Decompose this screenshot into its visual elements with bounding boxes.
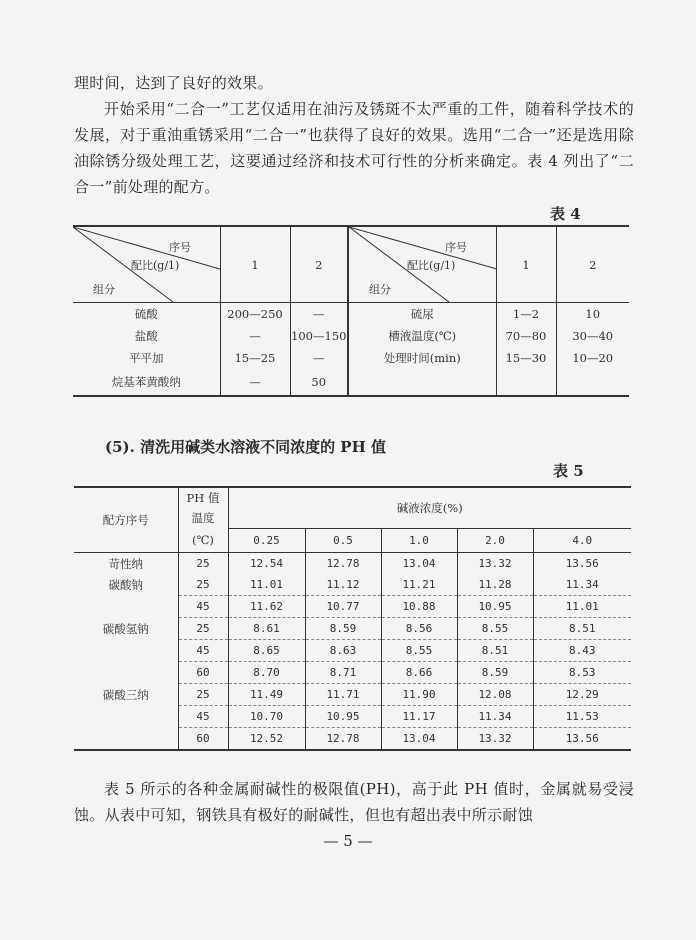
header-temperature: 温度 [178,508,228,528]
cell-value: 1—2 [496,303,556,326]
component-name: 硫尿 [348,303,496,326]
component-name [348,369,496,396]
cell-value: 10 [556,303,629,326]
component-name: 处理时间(min) [348,347,496,369]
table-row [74,684,631,706]
ph-value: 11.49 [228,684,305,706]
table-row [74,706,631,728]
ph-value: 11.34 [457,706,533,728]
table-row [74,596,631,618]
cell-value: 15—25 [220,347,290,369]
ph-value: 10.95 [305,706,381,728]
page-number: — 5 — [323,832,373,850]
recipe-name: 碳酸三纳 [102,687,149,702]
header-ratio-label: 配比(g/1) [131,259,180,272]
temperature: 45 [178,596,228,618]
cell-value [496,369,556,396]
table-5 [74,486,631,751]
recipe-name: 碳酸钠 [108,577,143,592]
header-ph: PH 值 [178,487,228,508]
recipe-name-empty [74,728,178,751]
table-row [74,574,631,596]
ph-value: 8.43 [533,640,631,662]
cell-value [556,369,629,396]
recipe-name-empty [74,640,178,662]
header-temperature-unit: (℃) [178,528,228,553]
ph-value: 11.01 [533,596,631,618]
recipe-name-empty [74,596,178,618]
ph-value: 11.90 [381,684,457,706]
ph-value: 13.04 [381,728,457,751]
cell-value: 10—20 [556,347,629,369]
header-component-label: 组分 [93,283,115,296]
recipe-name: 苛性纳 [108,556,143,571]
table-row [74,662,631,684]
ph-value: 8.71 [305,662,381,684]
cell-value: — [290,303,348,326]
cell-value: 70—80 [496,325,556,347]
conc-header: 0.5 [305,528,381,553]
ph-value: 13.04 [381,553,457,575]
ph-value: 10.88 [381,596,457,618]
ph-value: 13.56 [533,553,631,575]
ph-value: 11.71 [305,684,381,706]
table5-caption: 表 5 [553,462,584,480]
table4-col-2-header: 2 [290,226,348,303]
ph-value: 11.62 [228,596,305,618]
component-name: 硫酸 [134,307,158,321]
ph-value: 11.12 [305,574,381,596]
ph-value: 8.70 [228,662,305,684]
temperature: 25 [178,618,228,640]
recipe-name-empty [74,706,178,728]
ph-value: 8.55 [457,618,533,640]
ph-value: 13.56 [533,728,631,751]
ph-value: 13.32 [457,728,533,751]
component-name: 槽液温度(℃) [348,325,496,347]
paragraph-continued: 理时间，达到了良好的效果。 [74,74,273,92]
cell-value: — [220,325,290,347]
ph-value: 8.65 [228,640,305,662]
recipe-name: 碳酸氢钠 [102,621,149,636]
ph-value: 10.95 [457,596,533,618]
header-recipe: 配方序号 [74,487,178,553]
header-component-label: 组分 [369,283,391,296]
temperature: 45 [178,706,228,728]
ph-value: 11.17 [381,706,457,728]
conc-header: 2.0 [457,528,533,553]
ph-value: 11.53 [533,706,631,728]
ph-value: 12.29 [533,684,631,706]
table-row [73,325,629,347]
table-row [74,640,631,662]
temperature: 25 [178,574,228,596]
component-name: 烷基苯黄酸纳 [111,375,181,389]
temperature: 25 [178,684,228,706]
temperature: 60 [178,728,228,751]
cell-value: 100—150 [290,325,348,347]
cell-value: — [220,369,290,396]
ph-value: 8.55 [381,640,457,662]
ph-value: 12.78 [305,728,381,751]
cell-value: 200—250 [220,303,290,326]
temperature: 25 [178,553,228,575]
component-name: 盐酸 [134,329,158,343]
ph-value: 8.59 [457,662,533,684]
table-row [73,369,629,396]
table-4 [73,225,629,397]
recipe-name-empty [74,662,178,684]
section-heading: (5). 清洗用碱类水溶液不同浓度的 PH 值 [105,438,386,456]
ph-value: 8.51 [533,618,631,640]
cell-value: — [290,347,348,369]
table-row [74,553,631,575]
ph-value: 11.01 [228,574,305,596]
conc-header: 0.25 [228,528,305,553]
ph-value: 8.66 [381,662,457,684]
ph-value: 12.54 [228,553,305,575]
ph-value: 10.77 [305,596,381,618]
table-row [73,347,629,369]
table4-diagonal-header-left [73,226,220,303]
header-seq-label: 序号 [169,241,191,254]
ph-value: 11.34 [533,574,631,596]
ph-value: 8.51 [457,640,533,662]
conc-header: 4.0 [533,528,631,553]
component-name: 平平加 [129,351,164,365]
ph-value: 12.08 [457,684,533,706]
ph-value: 8.61 [228,618,305,640]
ph-value: 12.52 [228,728,305,751]
table4-col-2b-header: 2 [556,226,629,303]
cell-value: 50 [290,369,348,396]
ph-value: 8.59 [305,618,381,640]
table-row [74,728,631,751]
cell-value: 30—40 [556,325,629,347]
table4-caption: 表 4 [550,205,581,223]
ph-value: 11.28 [457,574,533,596]
table4-diagonal-header-right [348,226,496,303]
ph-value: 12.78 [305,553,381,575]
temperature: 45 [178,640,228,662]
temperature: 60 [178,662,228,684]
conc-header: 1.0 [381,528,457,553]
header-ratio-label: 配比(g/1) [407,259,456,272]
table-row [74,618,631,640]
table4-col-1b-header: 1 [496,226,556,303]
paragraph-alkali-resistance: 表 5 所示的各种金属耐碱性的极限值(PH)，高于此 PH 值时，金属就易受浸蚀。从表中可知，钢铁具有极好的耐碱性，但也有超出表中所示耐蚀 [74,780,634,824]
ph-value: 8.63 [305,640,381,662]
header-seq-label: 序号 [445,241,467,254]
ph-value: 10.70 [228,706,305,728]
ph-value: 8.53 [533,662,631,684]
ph-value: 13.32 [457,553,533,575]
ph-value: 8.56 [381,618,457,640]
ph-value: 11.21 [381,574,457,596]
table4-col-1-header: 1 [220,226,290,303]
cell-value: 15—30 [496,347,556,369]
table-row [73,303,629,326]
header-concentration: 碱液浓度(%) [228,487,631,528]
paragraph-two-in-one: 开始采用“二合一”工艺仅适用在油污及锈斑不太严重的工件，随着科学技术的发展，对于重油重锈采用“二合一”也获得了良好的效果。选用“二合一”还是选用除油除锈分级处理工艺，这要通过经济和技术可行性的分析来确定。表 4 列出了“二合一”前处理的配方。 [74,100,634,196]
